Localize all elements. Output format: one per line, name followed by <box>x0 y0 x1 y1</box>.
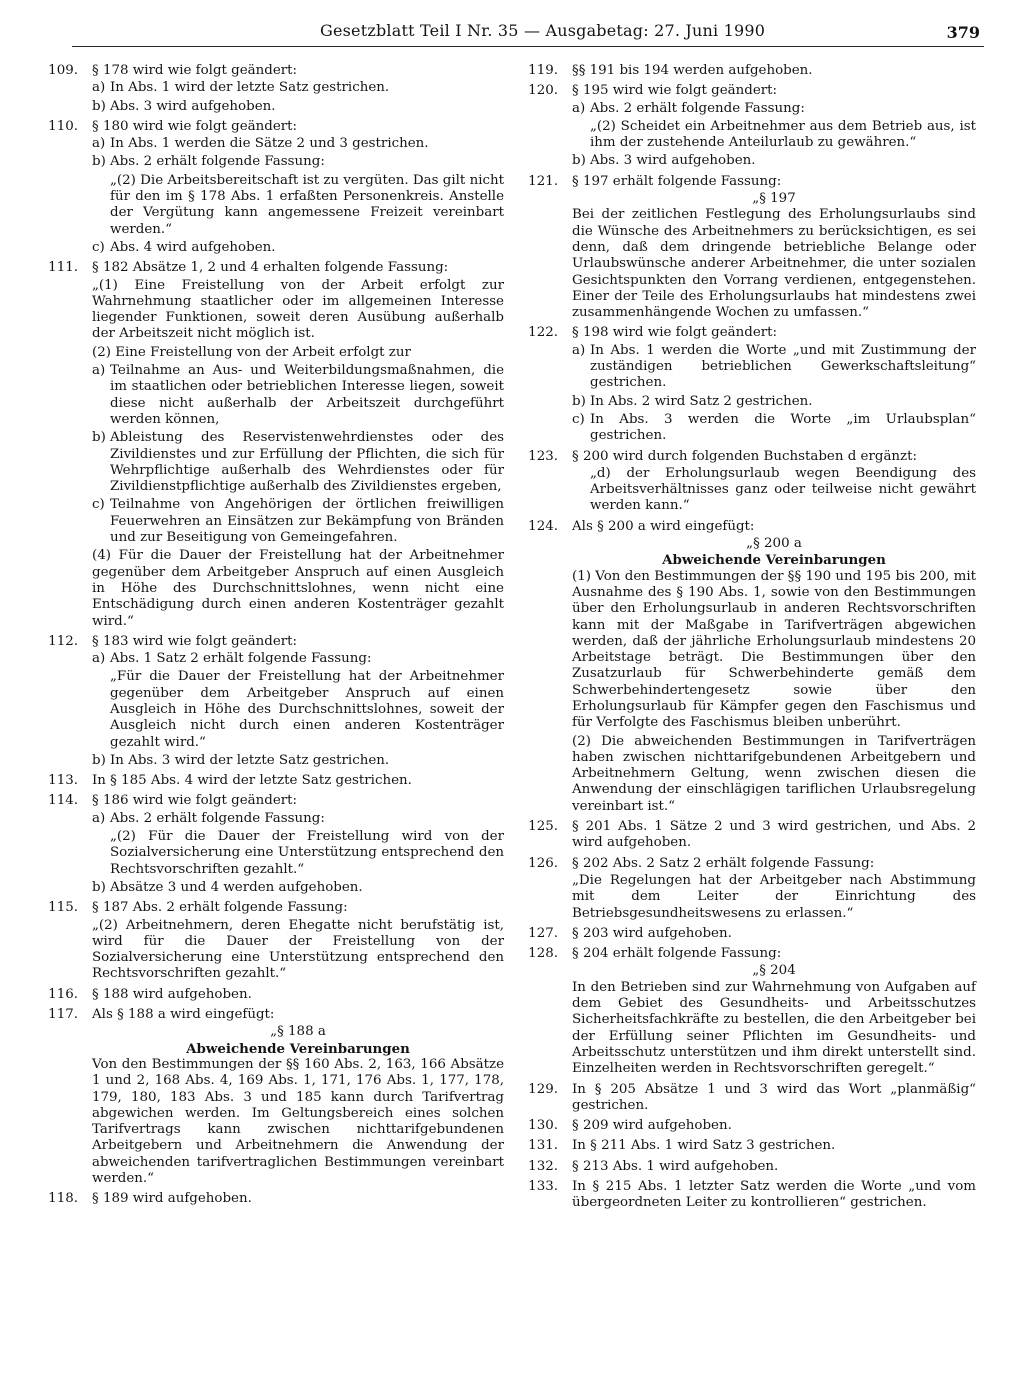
item-number: 124. <box>528 518 558 534</box>
item-133 <box>514 1179 976 1212</box>
item-text: § 182 Absätze 1, 2 und 4 erhalten folgende Fassung: <box>92 260 449 276</box>
sub-item-text: In Abs. 1 wird der letzte Satz gestrichen. <box>110 80 390 96</box>
item-text: In § 211 Abs. 1 wird Satz 3 gestrichen. <box>572 1138 836 1154</box>
item-text: Als § 200 a wird eingefügt: <box>572 518 755 534</box>
sub-item-b: b) In Abs. 2 wird Satz 2 gestrichen. <box>572 394 976 410</box>
item-number: 116. <box>48 986 78 1002</box>
sub-item-a: a) In Abs. 1 werden die Sätze 2 und 3 gestrichen. <box>92 136 429 152</box>
quoted-paragraph-4: (4) Für die Dauer der Freistellung hat der Arbeitnehmer gegenüber dem Arbeitgeber Anspruch auf einen Ausgleich in Höhe des Durchschnittslohnes, wenn nicht eine Entschädigung durch einen anderen Kostenträger gezahlt wird.“ <box>92 548 504 629</box>
sub-item-c: c) Teilnahme von Angehörigen der örtlichen freiwilligen Feuerwehren an Einsätzen zur Bekämpfung von Bränden und zur Beseitigung von Gemeingefahren. <box>92 497 504 546</box>
item-text: § 187 Abs. 2 erhält folgende Fassung: <box>92 900 348 916</box>
sub-item-a: a) Abs. 1 Satz 2 erhält folgende Fassung: <box>92 651 372 667</box>
item-text: Als § 188 a wird eingefügt: <box>92 1007 275 1023</box>
item-119 <box>514 63 976 79</box>
item-number: 130. <box>528 1118 558 1134</box>
item-110 <box>34 119 504 256</box>
item-text: § 197 erhält folgende Fassung: <box>572 173 782 189</box>
quoted-paragraph-2: (2) Eine Freistellung von der Arbeit erfolgt zur <box>92 344 411 360</box>
item-131 <box>514 1138 976 1154</box>
sub-item-text: In Abs. 1 werden die Sätze 2 und 3 gestrichen. <box>110 136 429 152</box>
item-text: In § 185 Abs. 4 wird der letzte Satz gestrichen. <box>92 773 412 789</box>
sub-item-text: In Abs. 3 werden die Worte „im Urlaubsplan“ gestrichen. <box>590 411 976 444</box>
item-number: 133. <box>528 1179 558 1194</box>
item-number: 114. <box>48 793 78 809</box>
sub-item-text: Abs. 2 erhält folgende Fassung: <box>110 810 325 826</box>
item-113 <box>34 773 504 789</box>
sub-item-b: b) Absätze 3 und 4 werden aufgehoben. <box>92 879 363 895</box>
item-number: 125. <box>528 819 558 835</box>
item-122 <box>514 325 976 444</box>
quoted-amendment: „(2) Arbeitnehmern, deren Ehegatte nicht berufstätig ist, wird für die Dauer der Freistellung von der Sozialversicherung eine Unterstützung entsprechend den Rechtsvorschriften gezahlt.“ <box>92 917 504 982</box>
paragraph-number: „§ 188 a <box>270 1024 326 1040</box>
sub-item-a: a) Abs. 2 erhält folgende Fassung: <box>92 810 325 826</box>
item-129 <box>514 1082 976 1115</box>
item-number: 113. <box>48 773 78 789</box>
item-text: § 195 wird wie folgt geändert: <box>572 83 778 99</box>
item-125 <box>514 819 976 852</box>
item-number: 127. <box>528 925 558 941</box>
sub-item-text: Teilnahme von Angehörigen der örtlichen freiwilligen Feuerwehren an Einsätzen zur Bekämpfung von Bränden und zur Beseitigung von Gemeingefahren. <box>110 497 504 546</box>
quoted-amendment: „d) der Erholungsurlaub wegen Beendigung des Arbeitsverhältnisses ganz oder teilweise nicht gewährt werden kann.“ <box>590 465 976 514</box>
item-124 <box>514 519 976 815</box>
item-text: § 186 wird wie folgt geändert: <box>92 793 298 809</box>
item-132 <box>514 1159 976 1175</box>
sub-item-c: c) Abs. 4 wird aufgehoben. <box>92 239 276 255</box>
gazette-title: Gesetzblatt Teil I Nr. 35 — Ausgabetag: 27. Juni 1990 <box>320 21 766 40</box>
item-120 <box>514 83 976 169</box>
sub-item-text: In Abs. 1 werden die Worte „und mit Zustimmung der zuständigen betrieblichen Gewerkschaftsleitung“ gestrichen. <box>590 342 976 391</box>
sub-item-b: b) Abs. 3 wird aufgehoben. <box>572 153 756 169</box>
item-number: 111. <box>48 260 78 276</box>
item-number: 112. <box>48 633 78 649</box>
item-text: § 188 wird aufgehoben. <box>92 986 252 1002</box>
sub-item-text: In Abs. 2 wird Satz 2 gestrichen. <box>590 393 813 409</box>
item-116 <box>34 987 504 1003</box>
section-heading: Abweichende Vereinbarungen <box>186 1040 410 1057</box>
quoted-amendment: „(2) Scheidet ein Arbeitnehmer aus dem Betrieb aus, ist ihm der zustehende Anteilurlaub zu gewähren.“ <box>590 118 976 151</box>
item-127 <box>514 926 976 942</box>
item-text: § 209 wird aufgehoben. <box>572 1118 732 1134</box>
item-number: 109. <box>48 63 78 78</box>
item-number: 123. <box>528 448 558 464</box>
quoted-amendment: Bei der zeitlichen Festlegung des Erholungsurlaubs sind die Wünsche des Arbeitnehmers zu berücksichtigen, es sei denn, daß dem dringende betriebliche Belange oder Urlaubswünsche anderer Arbeitnehmer, die unter sozialen Gesichtspunkten den Vorrang verdienen, entgegenstehen. Einer der Teile des Erholungsurlaubs hat mindestens zwei zusammenhängende Wochen zu umfassen.“ <box>572 207 976 321</box>
item-text: § 198 wird wie folgt geändert: <box>572 325 778 341</box>
item-text: In § 215 Abs. 1 letzter Satz werden die Worte „und vom übergeordneten Leiter zu kontrollieren“ gestrichen. <box>572 1179 976 1211</box>
quoted-amendment: In den Betrieben sind zur Wahrnehmung von Aufgaben auf dem Gebiet des Gesundheits- und Arbeitsschutzes Sicherheitsfachkräfte zu bestellen, die den Arbeitgeber bei der Erfüllung seiner Pflichten im Gesundheits- und Arbeitsschutz unterstützen und ihm direkt unterstellt sind. Einzelheiten werden in Rechtsvorschriften geregelt.“ <box>572 979 976 1077</box>
item-text: § 203 wird aufgehoben. <box>572 925 732 941</box>
sub-item-c: c) In Abs. 3 werden die Worte „im Urlaubsplan“ gestrichen. <box>572 411 976 444</box>
item-number: 126. <box>528 855 558 871</box>
item-114 <box>34 793 504 896</box>
quoted-amendment: „(2) Für die Dauer der Freistellung wird von der Sozialversicherung eine Unterstützung entsprechend den Rechtsvorschriften gezahlt.“ <box>110 829 504 877</box>
sub-item-text: Abs. 2 erhält folgende Fassung: <box>110 154 325 170</box>
item-text: § 201 Abs. 1 Sätze 2 und 3 wird gestrichen, und Abs. 2 wird aufgehoben. <box>572 819 976 851</box>
item-112 <box>34 634 504 769</box>
sub-item-text: Ableistung des Reservistenwehrdienstes oder des Zivildienstes und zur Erfüllung der Pflichten, die sich für Wehrpflichtige außerhalb des Wehrdienstes oder für Zivildienstpflichtige außerhalb des Zivildienstes ergeben, <box>110 430 504 495</box>
item-number: 118. <box>48 1191 78 1207</box>
item-109 <box>34 63 504 115</box>
sub-item-b: b) Abs. 3 wird aufgehoben. <box>92 98 276 114</box>
sub-item-text: Absätze 3 und 4 werden aufgehoben. <box>110 879 363 895</box>
item-number: 110. <box>48 118 78 134</box>
item-128 <box>514 946 976 1077</box>
item-number: 115. <box>48 900 78 916</box>
item-number: 120. <box>528 83 558 99</box>
item-123 <box>514 449 976 515</box>
item-number: 129. <box>528 1081 558 1097</box>
quoted-paragraph-1: (1) Von den Bestimmungen der §§ 190 und 195 bis 200, mit Ausnahme des § 190 Abs. 1, sowie von den Bestimmungen über den Erholungsurlaub in anderen Rechtsvorschriften kann mit der Maßgabe in Tarifverträgen abgewichen werden, daß der jährliche Erholungsurlaub mindestens 20 Arbeitstage beträgt. Die Bestimmungen über den Zusatzurlaub für Schwerbehinderte gemäß dem Schwerbehindertengesetz sowie über den Erholungsurlaub für Kämpfer gegen den Faschismus und für Verfolgte des Faschismus bleiben unberührt. <box>572 568 976 731</box>
quoted-amendment: Von den Bestimmungen der §§ 160 Abs. 2, 163, 166 Absätze 1 und 2, 168 Abs. 4, 169 Abs. 1, 171, 176 Abs. 1, 177, 178, 179, 180, 183 Abs. 3 und 185 kann durch Tarifvertrag abgewichen werden. Im Geltungsbereich eines solchen Tarifvertrags kann zwischen nichttarifgebundenen Arbeitgebern und Arbeitnehmern die Anwendung der abweichenden tarifvertraglichen Bestimmungen vereinbart werden.“ <box>92 1056 504 1186</box>
left-column <box>34 63 504 1212</box>
sub-item-b: b) Abs. 2 erhält folgende Fassung: <box>92 154 325 170</box>
sub-item-text: Abs. 2 erhält folgende Fassung: <box>590 100 805 116</box>
sub-item-text: Teilnahme an Aus- und Weiterbildungsmaßnahmen, die im staatlichen oder betrieblichen Interesse liegen, soweit diese nicht außerhalb der Arbeitszeit durchgeführt werden können, <box>110 363 504 427</box>
quoted-paragraph-1: „(1) Eine Freistellung von der Arbeit erfolgt zur Wahrnehmung staatlicher oder im allgemeinen Interesse liegender Funktionen, soweit deren Ausübung außerhalb der Arbeitszeit nicht möglich ist. <box>92 277 504 342</box>
paragraph-number: „§ 197 <box>752 191 796 207</box>
item-117 <box>34 1007 504 1187</box>
item-text: § 178 wird wie folgt geändert: <box>92 63 298 78</box>
sub-item-a: a) Teilnahme an Aus- und Weiterbildungsmaßnahmen, die im staatlichen oder betrieblichen Interesse liegen, soweit diese nicht außerhalb der Arbeitszeit durchgeführt werden können, <box>92 363 504 427</box>
item-number: 122. <box>528 325 558 341</box>
sub-item-a: a) Abs. 2 erhält folgende Fassung: <box>572 100 805 116</box>
item-text: § 202 Abs. 2 Satz 2 erhält folgende Fassung: <box>572 855 875 871</box>
right-column <box>514 63 976 1216</box>
item-130 <box>514 1118 976 1134</box>
item-number: 121. <box>528 173 558 189</box>
item-text: In § 205 Absätze 1 und 3 wird das Wort „planmäßig“ gestrichen. <box>572 1081 976 1113</box>
sub-item-b: b) In Abs. 3 wird der letzte Satz gestrichen. <box>92 752 390 768</box>
item-text: §§ 191 bis 194 werden aufgehoben. <box>572 63 813 78</box>
sub-item-a: a) In Abs. 1 werden die Worte „und mit Zustimmung der zuständigen betrieblichen Gewerkschaftsleitung“ gestrichen. <box>572 342 976 391</box>
sub-item-b: b) Ableistung des Reservistenwehrdienstes oder des Zivildienstes und zur Erfüllung der Pflichten, die sich für Wehrpflichtige außerhalb des Wehrdienstes oder für Zivildienstpflichtige außerhalb des Zivildienstes ergeben, <box>92 430 504 495</box>
item-121 <box>514 174 976 322</box>
paragraph-number: „§ 200 a <box>746 536 802 552</box>
item-text: § 213 Abs. 1 wird aufgehoben. <box>572 1158 779 1174</box>
item-126 <box>514 856 976 922</box>
item-number: 132. <box>528 1158 558 1174</box>
quoted-paragraph-2: (2) Die abweichenden Bestimmungen in Tarifverträgen haben zwischen nichttarifgebundenen Arbeitgebern und Arbeitnehmern Geltung, wenn zwischen diesen die Anwendung der einschlägigen tariflichen Urlaubsregelung vereinbart ist.“ <box>572 733 976 814</box>
sub-item-text: Abs. 3 wird aufgehoben. <box>110 98 276 114</box>
sub-item-a: a) In Abs. 1 wird der letzte Satz gestrichen. <box>92 80 390 96</box>
item-number: 117. <box>48 1007 78 1023</box>
page-number: 379 <box>946 23 980 42</box>
quoted-amendment: „Die Regelungen hat der Arbeitgeber nach Abstimmung mit dem Leiter der Einrichtung des Betriebsgesundheitswesens zu erlassen.“ <box>572 872 976 921</box>
item-115 <box>34 900 504 982</box>
sub-item-text: Abs. 3 wird aufgehoben. <box>590 153 756 169</box>
page-header <box>72 20 984 47</box>
quoted-amendment: „Für die Dauer der Freistellung hat der Arbeitnehmer gegenüber dem Arbeitgeber Anspruch auf einen Ausgleich in Höhe des Durchschnittslohnes, soweit der Ausgleich nicht durch einen anderen Kostenträger gezahlt wird.“ <box>110 669 504 750</box>
section-heading: Abweichende Vereinbarungen <box>662 552 886 569</box>
item-text: § 200 wird durch folgenden Buchstaben d ergänzt: <box>572 448 917 464</box>
item-text: § 180 wird wie folgt geändert: <box>92 118 298 134</box>
item-text: § 189 wird aufgehoben. <box>92 1191 252 1207</box>
item-118 <box>34 1191 504 1207</box>
item-text: § 183 wird wie folgt geändert: <box>92 633 298 649</box>
item-number: 119. <box>528 63 558 78</box>
item-number: 131. <box>528 1138 558 1154</box>
quoted-amendment: „(2) Die Arbeitsbereitschaft ist zu vergüten. Das gilt nicht für den im § 178 Abs. 1 erfaßten Personenkreis. Anstelle der Vergütung kann angemessene Freizeit vereinbart werden.“ <box>110 172 504 237</box>
item-111 <box>34 260 504 630</box>
item-number: 128. <box>528 946 558 962</box>
sub-item-text: Abs. 4 wird aufgehoben. <box>110 239 276 255</box>
item-text: § 204 erhält folgende Fassung: <box>572 946 782 962</box>
sub-item-text: In Abs. 3 wird der letzte Satz gestrichen. <box>110 752 390 768</box>
paragraph-number: „§ 204 <box>752 963 796 979</box>
sub-item-text: Abs. 1 Satz 2 erhält folgende Fassung: <box>110 651 372 667</box>
